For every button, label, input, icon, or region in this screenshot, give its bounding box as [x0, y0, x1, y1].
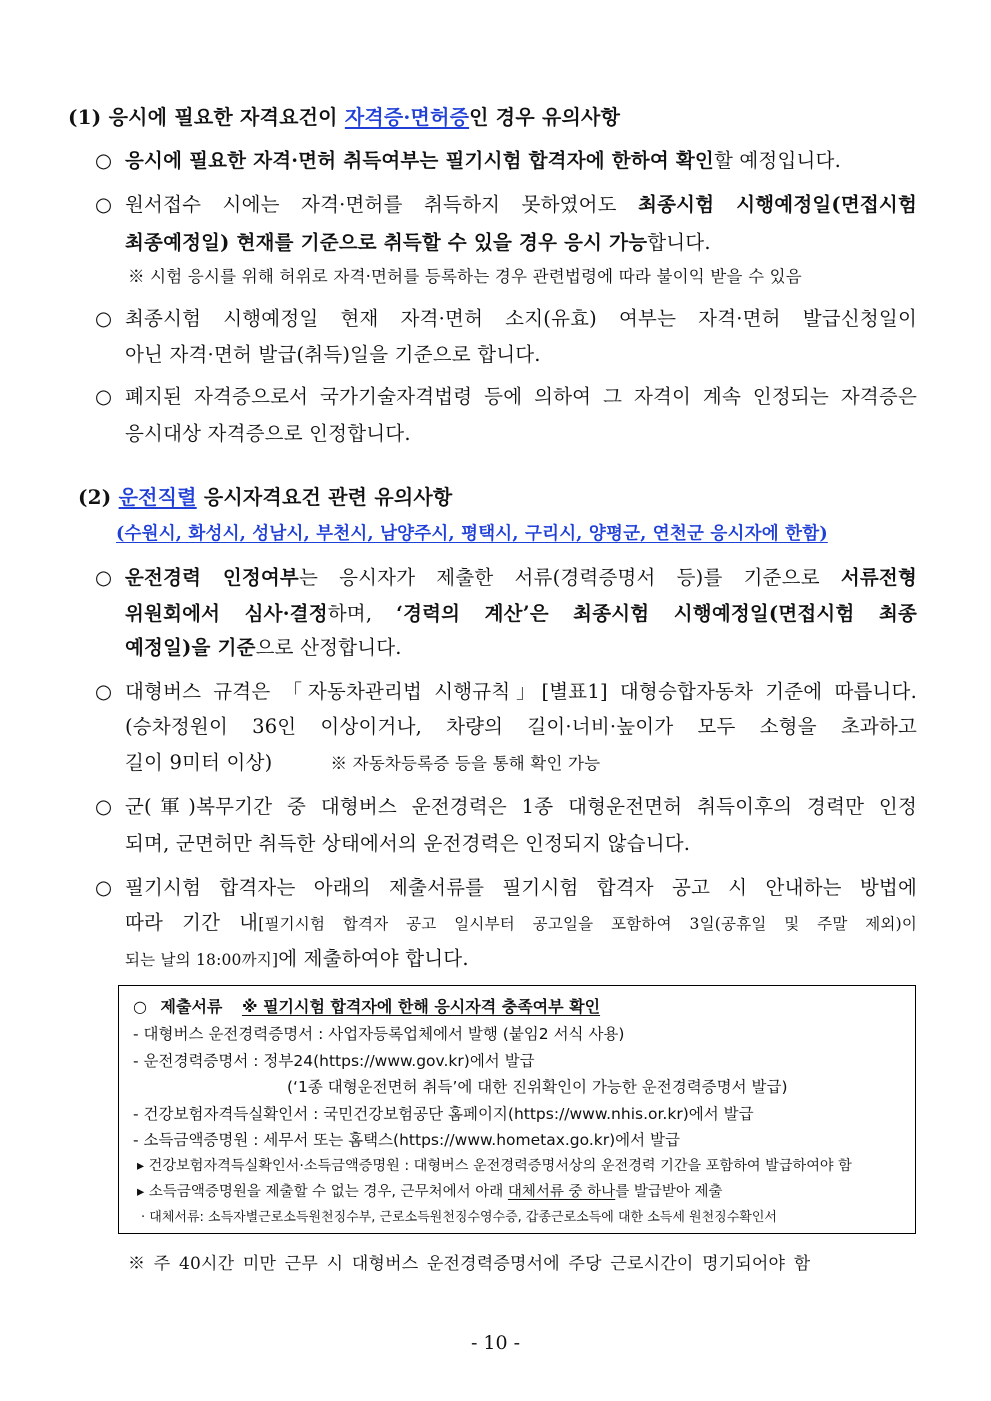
bullet: ○ — [95, 307, 113, 330]
section1-item-4-line1 — [95, 384, 917, 410]
docs-line-underlined: 대체서류 중 하나 — [507, 1184, 616, 1200]
section2-item-2-line1 — [95, 679, 917, 705]
section1-heading-prefix: (1) 응시에 필요한 자격요건이 — [68, 105, 345, 129]
section1-item-3-line1 — [95, 306, 917, 332]
bullet: ○ — [95, 795, 113, 818]
section1-item-2-line2 — [125, 230, 711, 256]
section2-heading — [78, 484, 452, 510]
section2-heading-suffix: 응시자격요건 관련 유의사항 — [196, 485, 453, 509]
section2-item-4-line1 — [95, 875, 917, 901]
bullet: ○ — [95, 193, 113, 216]
section2-item-1-line3 — [125, 635, 402, 661]
docs-line: - 건강보험자격득실확인서 : 국민건강보험공단 홈페이지(https://www.nhis.or.kr)에서 발급 — [133, 1105, 754, 1123]
submission-documents-box — [118, 985, 916, 1234]
docs-line: - 대형버스 운전경력증명서 : 사업자등록업체에서 발행 (붙임2 서식 사용) — [133, 1025, 625, 1043]
item-text: 길이 9미터 이상) — [125, 751, 273, 774]
bullet: ○ — [95, 680, 113, 703]
footnote: ※ 주 40시간 미만 근무 시 대형버스 운전경력증명서에 주당 근로시간이 명기되어야 함 — [128, 1254, 811, 1274]
section1-item-2-note: ※ 시험 응시를 위해 허위로 자격·면허를 등록하는 경우 관련법령에 따라 불이익 받을 수 있음 — [128, 267, 802, 286]
section2-item-3-line2: 되며, 군면허만 취득한 상태에서의 운전경력은 인정되지 않습니다. — [125, 832, 691, 855]
bullet: ○ — [95, 149, 113, 172]
item-text: 필기시험 합격자는 아래의 제출서류를 필기시험 합격자 공고 시 안내하는 방법에 — [125, 876, 917, 899]
section2-item-1-line1 — [95, 565, 917, 591]
docs-box-title-text: 제출서류 — [160, 997, 223, 1016]
docs-alternative-list: · 대체서류: 소득자별근로소득원천징수부, 근로소득원천징수영수증, 갑종근로소득에 대한 소득세 원천징수확인서 — [141, 1210, 777, 1225]
item-bold-text: 위원회에서 심사·결정 — [125, 602, 328, 625]
section2-heading-prefix: (2) — [78, 485, 119, 509]
item-bold-text: 응시에 필요한 자격·면허 취득여부는 필기시험 합격자에 한하여 확인 — [125, 149, 714, 172]
section1-item-3-line2: 아닌 자격·면허 발급(취득)일을 기준으로 합니다. — [125, 343, 541, 366]
section2-item-2-line2: (승차정원이 36인 이상이거나, 차량의 길이·너비·높이가 모두 소형을 초과하고 — [125, 715, 917, 738]
docs-box-title-note: ※ 필기시험 합격자에 한해 응시자격 충족여부 확인 — [241, 997, 601, 1016]
item-text: 는 응시자가 제출한 서류(경력증명서 등)를 기준으로 — [298, 566, 841, 589]
item-text: 으로 산정합니다. — [255, 636, 402, 659]
section1-heading-suffix: 인 경우 유의사항 — [469, 105, 621, 129]
item-bold-text: 최종시험 시행예정일(면접시험 — [638, 193, 917, 216]
section1-heading — [68, 104, 620, 130]
bullet: ○ — [95, 385, 113, 408]
section2-item-1-line2 — [125, 601, 917, 627]
docs-line-alternative — [137, 1181, 722, 1203]
item-text: 하며, — [327, 602, 397, 625]
docs-line: (‘1종 대형운전면허 취득’에 대한 진위확인이 가능한 운전경력증명서 발급) — [287, 1078, 788, 1096]
section2-item-2-line3 — [125, 750, 600, 777]
section1-item-1 — [95, 148, 917, 174]
section1-item-4-line2: 응시대상 자격증으로 인정합니다. — [125, 422, 411, 445]
docs-line: - 운전경력증명서 : 정부24(https://www.gov.kr)에서 발급 — [133, 1052, 535, 1070]
item-text: 합니다. — [647, 231, 711, 254]
item-text: 군(軍)복무기간 중 대형버스 운전경력은 1종 대형운전면허 취득이후의 경력만 인정 — [125, 795, 917, 818]
item-bold-text: 운전경력 인정여부 — [125, 566, 299, 589]
item-note: ※ 자동차등록증 등을 통해 확인 가능 — [330, 754, 601, 773]
bullet: ○ — [95, 566, 113, 589]
docs-box-bullet: ○ — [133, 997, 147, 1016]
section1-heading-highlight: 자격증·면허증 — [344, 105, 470, 129]
section2-item-3-line1 — [95, 794, 917, 820]
docs-line-text: ▸ 소득금액증명원을 제출할 수 없는 경우, 근무처에서 아래 — [137, 1184, 508, 1200]
item-text: 폐지된 자격증으로서 국가기술자격법령 등에 의하여 그 자격이 계속 인정되는 자격증은 — [125, 385, 917, 408]
section2-subheading: (수원시, 화성시, 성남시, 부천시, 남양주시, 평택시, 구리시, 양평군, 연천군 응시자에 한함) — [116, 524, 828, 544]
item-text: 따라 기간 내 — [125, 911, 259, 934]
item-bold-text: 예정일)을 기준 — [125, 636, 256, 659]
section1-item-2-line1 — [95, 192, 917, 218]
docs-box-title — [133, 996, 600, 1018]
docs-line: ▸ 건강보험자격득실확인서·소득금액증명원 : 대형버스 운전경력증명서상의 운전경력 기간을 포함하여 발급하여야 함 — [137, 1158, 852, 1174]
section2-item-4-line2 — [125, 910, 917, 937]
bullet: ○ — [95, 876, 113, 899]
item-text: 할 예정입니다. — [713, 149, 841, 172]
docs-line: - 소득금액증명원 : 세무서 또는 홈택스(https://www.hometax.go.kr)에서 발급 — [133, 1131, 680, 1149]
item-text: 최종시험 시행예정일 현재 자격·면허 소지(유효) 여부는 자격·면허 발급신청일이 — [125, 307, 917, 330]
item-bold-text: ‘경력의 계산’은 최종시험 시행예정일(면접시험 최종 — [396, 602, 918, 625]
docs-line-text: 를 발급받아 제출 — [615, 1184, 723, 1200]
item-text: 에 제출하여야 합니다. — [278, 947, 469, 970]
section2-heading-highlight: 운전직렬 — [118, 485, 197, 509]
item-text: 대형버스 규격은 「자동차관리법 시행규칙」[별표1] 대형승합자동차 기준에 따릅니다. — [125, 680, 917, 703]
item-small-text: 되는 날의 18:00까지] — [125, 951, 279, 969]
section2-item-4-line3 — [125, 946, 469, 973]
page-number: - 10 - — [470, 1332, 521, 1354]
item-text: 원서접수 시에는 자격·면허를 취득하지 못하였어도 — [125, 193, 639, 216]
item-small-text: [필기시험 합격자 공고 일시부터 공고일을 포함하여 3일(공휴일 및 주말 제외)이 — [258, 915, 917, 933]
item-bold-text: 최종예정일) 현재를 기준으로 취득할 수 있을 경우 응시 가능 — [125, 231, 648, 254]
item-bold-text: 서류전형 — [840, 566, 917, 589]
